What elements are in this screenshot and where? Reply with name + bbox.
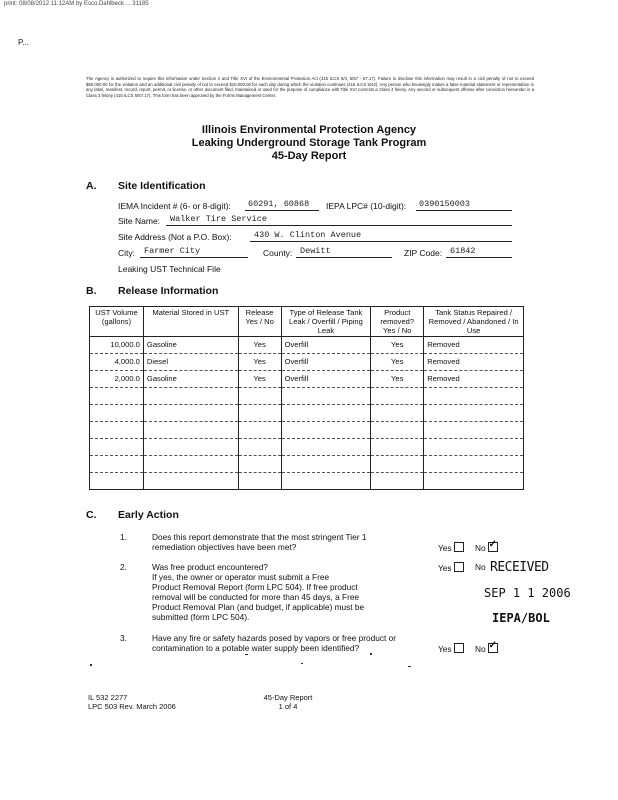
footer-report-name: 45-Day Report bbox=[263, 693, 313, 702]
cell-tank-status: Removed bbox=[424, 371, 524, 388]
site-name-value: Walker Tire Service bbox=[170, 214, 267, 224]
col-header-material: Material Stored in UST bbox=[143, 307, 238, 337]
table-row bbox=[90, 473, 524, 490]
section-b-letter: B. bbox=[86, 285, 97, 297]
report-title: 45-Day Report bbox=[271, 150, 347, 162]
release-table-header bbox=[90, 307, 524, 337]
received-stamp: RECEIVED bbox=[490, 560, 549, 575]
table-row bbox=[90, 456, 524, 473]
county-value: Dewitt bbox=[300, 246, 331, 256]
scan-speck bbox=[90, 664, 92, 666]
form-revision: LPC 503 Rev. March 2006 bbox=[88, 702, 176, 711]
print-header: print: 08/08/2012 11:12AM by Esco.Dahlbeck ... 31185 bbox=[4, 1, 149, 7]
scan-speck bbox=[408, 666, 411, 667]
cell-product-removed: Yes bbox=[371, 354, 424, 371]
site-name-label: Site Name: bbox=[118, 216, 161, 226]
q2-no: No bbox=[475, 562, 486, 572]
scan-speck bbox=[370, 653, 372, 655]
table-row bbox=[90, 371, 524, 388]
cell-tank-status: Removed bbox=[424, 337, 524, 354]
cell-material: Gasoline bbox=[143, 337, 238, 354]
q3-text: Have any fire or safety hazards posed by vapors or free product or contamination to a potable water supply been identified? bbox=[152, 633, 396, 653]
table-row bbox=[90, 388, 524, 405]
corner-mark: P... bbox=[18, 38, 29, 47]
zip-underline bbox=[446, 257, 512, 258]
cell-volume: 2,000.0 bbox=[90, 371, 144, 388]
lpc-value: 0390150003 bbox=[419, 199, 471, 209]
q1-yes-checkbox[interactable] bbox=[454, 542, 464, 552]
q1-no: No✓ bbox=[475, 542, 498, 553]
cell-type: Overfill bbox=[281, 337, 371, 354]
county-label: County: bbox=[263, 248, 293, 258]
city-label: City: bbox=[118, 248, 135, 258]
footer-center bbox=[258, 693, 318, 711]
section-a-letter: A. bbox=[86, 180, 97, 192]
program-title: Leaking Underground Storage Tank Program bbox=[191, 137, 427, 149]
city-value: Farmer City bbox=[144, 246, 201, 256]
footer-left bbox=[88, 693, 176, 711]
iema-label: IEMA Incident # (6- or 8-digit): bbox=[118, 201, 231, 211]
cell-tank-status: Removed bbox=[424, 354, 524, 371]
col-header-tank-status: Tank Status Repaired / Removed / Abandoned / In Use bbox=[424, 307, 524, 337]
legal-notice: The Agency is authorized to require this information under Section 4 and Title XVI of the Environmental Protection Act (415 ILCS 5/4, 5/57 - 57.17). Failure to disclose this information may result in a civil penalty of not to exceed $50,000.00 for the violation and an additional civil penalty of not to exceed $10,000.00 for each day during which the violation continues (415 ILCS 5/42). Any person who knowingly makes a false material statement or representation in any label, manifest, record, report, permit, or license, or other document filed, maintained or used for the purpose of compliance with Title XVI commits a Class 4 felony. Any second or subsequent offense after conviction hereunder is a Class 3 felony (415 ILCS 5/57.17). This form has been approved by the Forms Management Center. bbox=[86, 76, 534, 98]
col-header-type: Type of Release Tank Leak / Overfill / Piping Leak bbox=[281, 307, 371, 337]
scan-speck bbox=[245, 654, 248, 655]
section-c-heading: Early Action bbox=[118, 509, 179, 521]
section-a-heading: Site Identification bbox=[118, 180, 206, 192]
cell-type: Overfill bbox=[281, 354, 371, 371]
iema-value: 60291, 60868 bbox=[248, 199, 310, 209]
cell-material: Gasoline bbox=[143, 371, 238, 388]
technical-file-label: Leaking UST Technical File bbox=[118, 264, 221, 274]
q1-number: 1. bbox=[120, 532, 127, 542]
section-b-heading: Release Information bbox=[118, 285, 219, 297]
q2-yes-checkbox[interactable] bbox=[454, 562, 464, 572]
cell-volume: 4,000.0 bbox=[90, 354, 144, 371]
cell-material: Diesel bbox=[143, 354, 238, 371]
table-row bbox=[90, 354, 524, 371]
city-underline bbox=[140, 257, 248, 258]
q3-no: No✓ bbox=[475, 643, 498, 654]
cell-product-removed: Yes bbox=[371, 371, 424, 388]
col-header-release: Release Yes / No bbox=[238, 307, 281, 337]
q3-yes: Yes bbox=[438, 643, 464, 654]
form-id: IL 532 2277 bbox=[88, 693, 128, 702]
stamp-office: IEPA/BOL bbox=[492, 611, 550, 625]
q1-yes: Yes bbox=[438, 542, 464, 553]
table-row bbox=[90, 337, 524, 354]
table-row bbox=[90, 405, 524, 422]
cell-release: Yes bbox=[238, 337, 281, 354]
cell-release: Yes bbox=[238, 371, 281, 388]
q3-number: 3. bbox=[120, 633, 127, 643]
release-table bbox=[89, 306, 524, 490]
address-value: 430 W. Clinton Avenue bbox=[254, 230, 362, 240]
q2-number: 2. bbox=[120, 562, 127, 572]
q3-yes-checkbox[interactable] bbox=[454, 643, 464, 653]
cell-release: Yes bbox=[238, 354, 281, 371]
site-name-underline bbox=[166, 225, 512, 226]
col-header-volume: UST Volume (gallons) bbox=[90, 307, 144, 337]
q2-text: Was free product encountered? If yes, the owner or operator must submit a Free Product Removal Report (form LPC 504). If free product removal will be conducted for more than 45 days, a Free Product Removal Plan (and budget, if applicable) must be submitted (form LPC 504). bbox=[152, 562, 365, 622]
address-label: Site Address (Not a P.O. Box): bbox=[118, 232, 232, 242]
lpc-label: IEPA LPC# (10-digit): bbox=[326, 201, 407, 211]
agency-title: Illinois Environmental Protection Agency bbox=[201, 124, 417, 136]
lpc-underline bbox=[416, 210, 512, 211]
page-number: 1 of 4 bbox=[278, 702, 298, 711]
iema-underline bbox=[245, 210, 319, 211]
address-underline bbox=[250, 241, 512, 242]
q3-no-checkbox[interactable] bbox=[488, 643, 498, 653]
cell-type: Overfill bbox=[281, 371, 371, 388]
cell-volume: 10,000.0 bbox=[90, 337, 144, 354]
col-header-product-removed: Product removed? Yes / No bbox=[371, 307, 424, 337]
q1-text: Does this report demonstrate that the most stringent Tier 1 remediation objectives have been met? bbox=[152, 532, 367, 552]
q2-yes: Yes bbox=[438, 562, 464, 573]
scan-speck bbox=[301, 663, 303, 664]
stamp-date: SEP 1 1 2006 bbox=[484, 586, 571, 600]
county-underline bbox=[296, 257, 392, 258]
cell-product-removed: Yes bbox=[371, 337, 424, 354]
zip-value: 61842 bbox=[450, 246, 476, 256]
zip-label: ZIP Code: bbox=[404, 248, 443, 258]
q1-no-checkbox[interactable] bbox=[488, 542, 498, 552]
section-c-letter: C. bbox=[86, 509, 97, 521]
table-row bbox=[90, 422, 524, 439]
table-row bbox=[90, 439, 524, 456]
